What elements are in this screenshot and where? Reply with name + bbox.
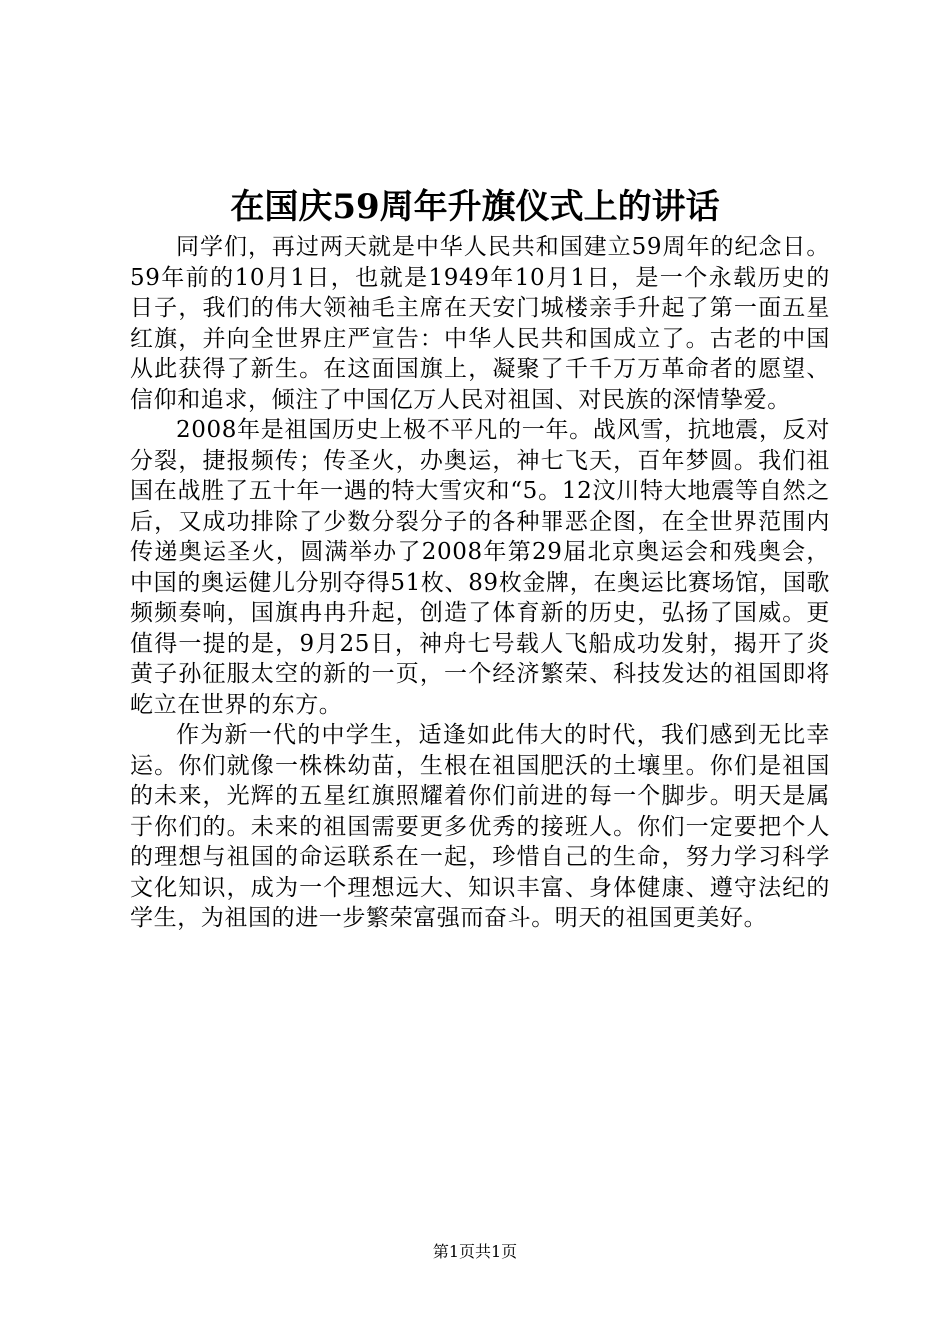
page-title: 在国庆59周年升旗仪式上的讲话 xyxy=(230,187,720,227)
page-footer xyxy=(0,1242,950,1262)
page-number-total: 共1页 xyxy=(475,1242,518,1261)
document-body xyxy=(130,232,830,934)
paragraph-2: 2008年是祖国历史上极不平凡的一年。战风雪，抗地震，反对分裂，捷报频传；传圣火，办奥运，神七飞天，百年梦圆。我们祖国在战胜了五十年一遇的特大雪灾和“5。12汶川特大地震等自然之后，又成功排除了少数分裂分子的各种罪恶企图，在全世界范围内传递奥运圣火，圆满举办了2008年第29届北京奥运会和残奥会，中国的奥运健儿分别夺得51枚、89枚金牌，在奥运比赛场馆，国歌频频奏响，国旗冉冉升起，创造了体育新的历史，弘扬了国威。更值得一提的是，9月25日，神舟七号载人飞船成功发射，揭开了炎黄子孙征服太空的新的一页，一个经济繁荣、科技发达的祖国即将屹立在世界的东方。 xyxy=(130,417,830,718)
paragraph-1: 同学们，再过两天就是中华人民共和国建立59周年的纪念日。59年前的10月1日，也就是1949年10月1日，是一个永载历史的日子，我们的伟大领袖毛主席在天安门城楼亲手升起了第一面五星红旗，并向全世界庄严宣告：中华人民共和国成立了。古老的中国从此获得了新生。在这面国旗上，凝聚了千千万万革命者的愿望、信仰和追求，倾注了中国亿万人民对祖国、对民族的深情挚爱。 xyxy=(130,234,830,413)
paragraph-3: 作为新一代的中学生，适逢如此伟大的时代，我们感到无比幸运。你们就像一株株幼苗，生根在祖国肥沃的土壤里。你们是祖国的未来，光辉的五星红旗照耀着你们前进的每一个脚步。明天是属于你们的。未来的祖国需要更多优秀的接班人。你们一定要把个人的理想与祖国的命运联系在一起，珍惜自己的生命，努力学习科学文化知识，成为一个理想远大、知识丰富、身体健康、遵守法纪的学生，为祖国的进一步繁荣富强而奋斗。明天的祖国更美好。 xyxy=(130,722,830,931)
page-number-current: 第1页 xyxy=(432,1242,475,1261)
